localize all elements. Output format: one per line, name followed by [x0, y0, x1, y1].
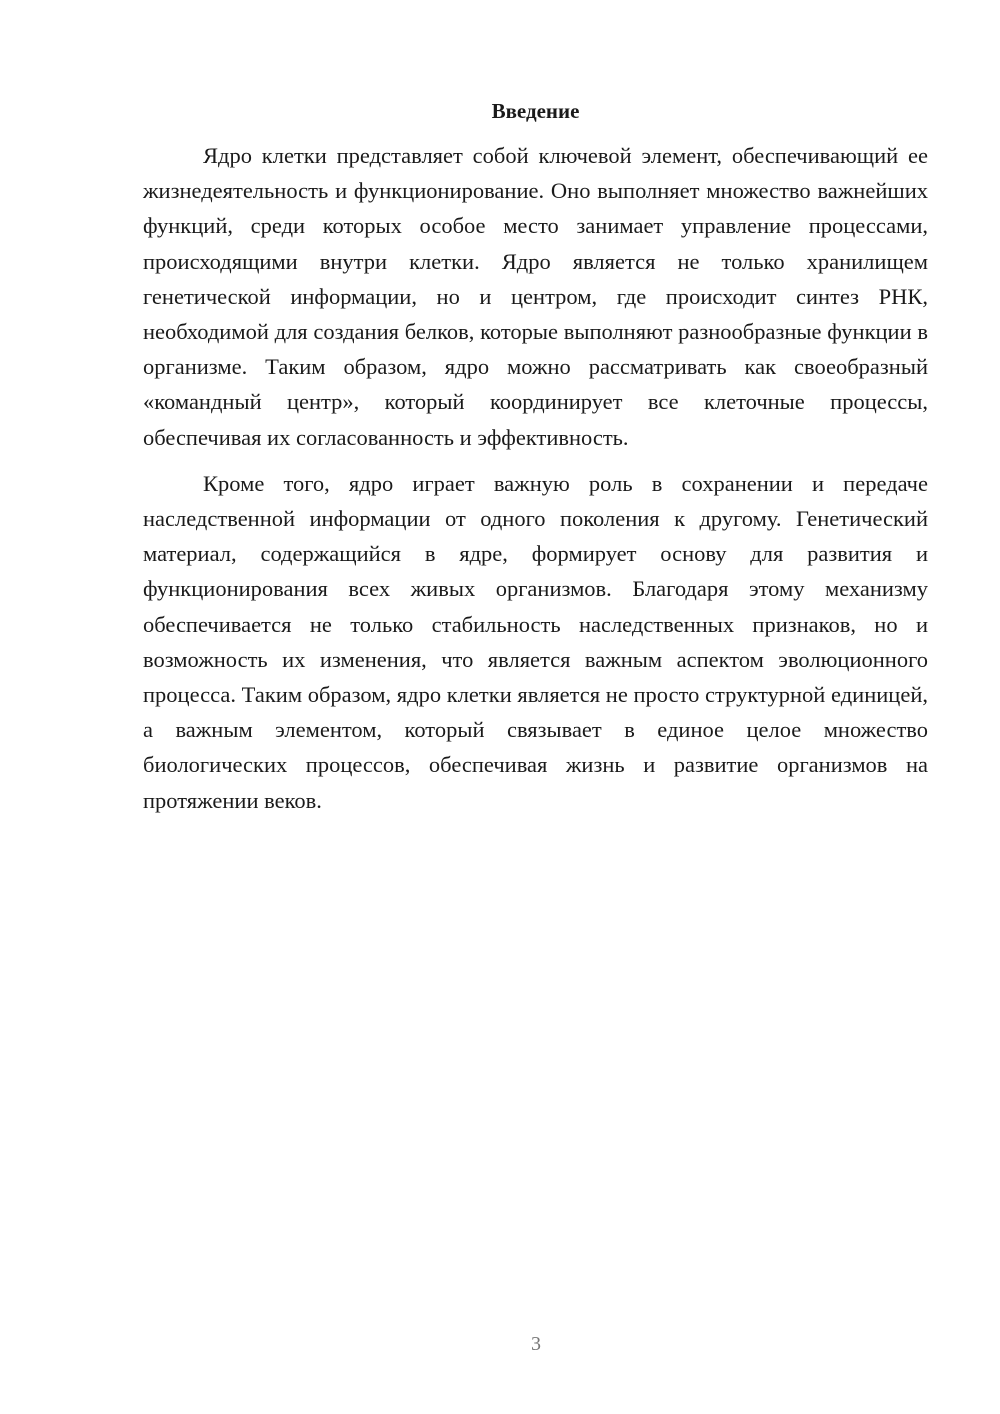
- paragraph-2: Кроме того, ядро играет важную роль в сохранении и передаче наследственной информации от одного поколения к другому. Генетический материал, содержащийся в ядре, формирует основу для развития и функционирования всех живых организмов. Благодаря этому механизму обеспечивается не только стабильность наследственных признаков, но и возможность их изменения, что является важным аспектом эволюционного процесса. Таким образом, ядро клетки является не просто структурной единицей, а важным элементом, который связывает в единое целое множество биологических процессов, обеспечивая жизнь и развитие организмов на протяжении веков.: [143, 470, 928, 813]
- section-heading: Введение: [491, 99, 580, 123]
- paragraph-1: Ядро клетки представляет собой ключевой элемент, обеспечивающий ее жизнедеятельность и функционирование. Оно выполняет множество важнейших функций, среди которых особое место занимает управление процессами, происходящими внутри клетки. Ядро является не только хранилищем генетической информации, но и центром, где происходит синтез РНК, необходимой для создания белков, которые выполняют разнообразные функции в организме. Таким образом, ядро можно рассматривать как своеобразный «командный центр», который координирует все клеточные процессы, обеспечивая их согласованность и эффективность.: [143, 143, 928, 450]
- page-number: 3: [531, 1333, 541, 1355]
- page-content: [143, 96, 928, 818]
